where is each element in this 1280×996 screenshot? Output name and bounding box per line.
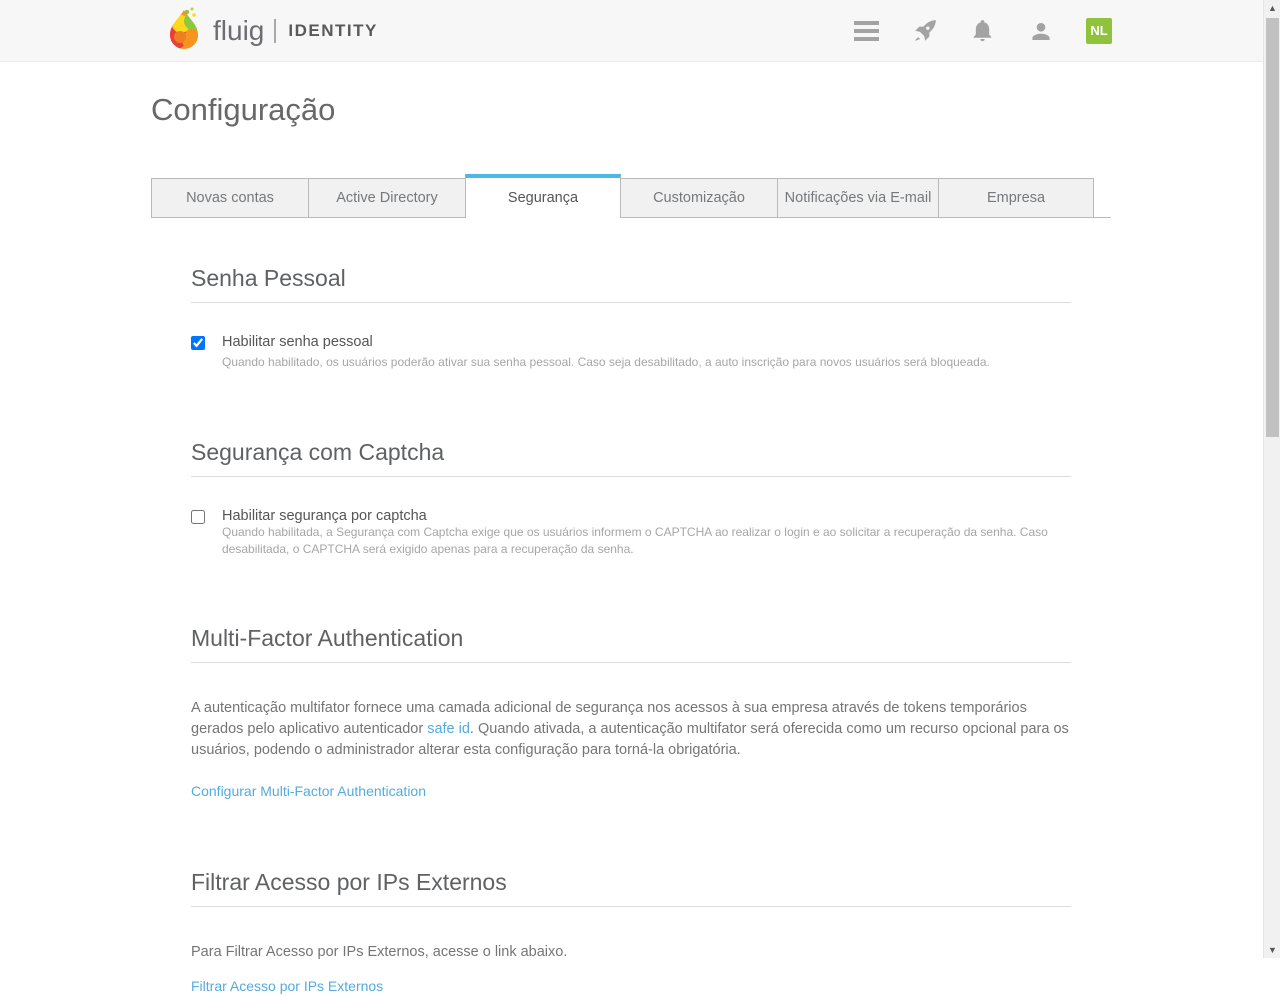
section-mfa [191,625,1071,801]
mfa-description: A autenticação multifator fornece uma camada adicional de segurança nos acessos à sua empresa através de tokens temporários gerados pelo aplicativo autenticador safe id. Quando ativada, a autenticação multifator será oferecida como um recurso opcional para os usuários, podendo o administrador alterar esta configuração para torná-la obrigatória. [191,700,1069,759]
fluig-identity-logo [165,6,378,55]
tab-novas-contas[interactable]: Novas contas [151,178,308,217]
safe-id-link[interactable]: safe id [427,721,470,738]
menu-icon[interactable] [854,18,879,43]
captcha-checkbox[interactable] [191,510,205,524]
user-initials-badge[interactable]: NL [1086,18,1112,44]
logo-identity-text: IDENTITY [288,20,378,40]
vertical-scrollbar[interactable] [1263,0,1280,958]
senha-pessoal-description: Quando habilitado, os usuários poderão ativar sua senha pessoal. Caso seja desabilitado, a auto inscrição para novos usuários será bloqueada. [222,355,990,369]
logo-separator [274,19,276,43]
logo-fluig-text: fluig [213,14,265,46]
senha-pessoal-checkbox-label[interactable]: Habilitar senha pessoal [222,334,373,350]
section-title-captcha: Segurança com Captcha [191,439,1071,477]
section-title-mfa: Multi-Factor Authentication [191,625,1071,663]
fluig-drop-icon [165,6,203,55]
topbar-icons [854,18,1112,44]
user-profile-icon[interactable] [1028,18,1053,43]
scrollbar-thumb[interactable] [1266,18,1279,437]
tab-empresa[interactable]: Empresa [938,178,1094,217]
section-ip-filter [191,869,1071,996]
rocket-icon[interactable] [912,18,937,43]
config-tab-bar [151,174,1111,218]
tab-notificacoes-email[interactable]: Notificações via E-mail [777,178,938,217]
ip-filter-link[interactable]: Filtrar Acesso por IPs Externos [191,978,384,995]
main-content [0,92,1280,996]
section-captcha [191,439,1071,558]
captcha-description: Quando habilitada, a Segurança com Captcha exige que os usuários informem o CAPTCHA ao realizar o login e ao solicitar a recuperação da senha. Caso desabilitada, o CAPTCHA será exigido apenas para a recuperação da senha. [222,524,1048,556]
tab-seguranca[interactable]: Segurança [465,174,621,218]
senha-pessoal-checkbox[interactable] [191,336,205,350]
notifications-bell-icon[interactable] [970,18,995,43]
section-title-ip-filter: Filtrar Acesso por IPs Externos [191,869,1071,907]
scrollbar-down-arrow[interactable]: ▼ [1268,945,1277,955]
tab-customizacao[interactable]: Customização [621,178,777,217]
scrollbar-up-arrow[interactable]: ▲ [1268,3,1277,13]
captcha-checkbox-label[interactable]: Habilitar segurança por captcha [222,507,427,524]
configure-mfa-link[interactable]: Configurar Multi-Factor Authentication [191,783,426,800]
page-title: Configuração [151,92,336,127]
top-bar [0,0,1280,62]
section-senha-pessoal [191,265,1071,371]
tab-active-directory[interactable]: Active Directory [308,178,465,217]
section-title-senha-pessoal: Senha Pessoal [191,265,1071,303]
ip-filter-description: Para Filtrar Acesso por IPs Externos, acesse o link abaixo. [191,944,568,961]
